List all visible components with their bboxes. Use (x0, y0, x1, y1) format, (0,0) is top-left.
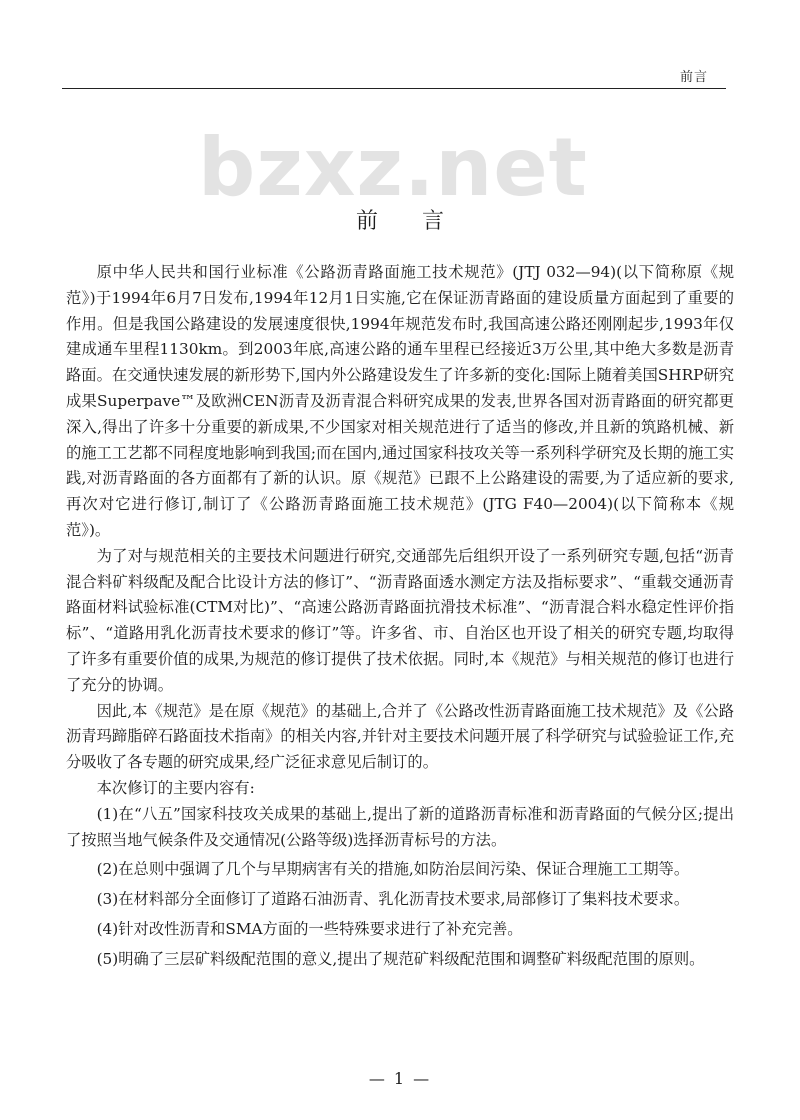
page-number: — 1 — (368, 1069, 432, 1088)
revision-item: (1)在“八五”国家科技攻关成果的基础上,提出了新的道路沥青标准和沥青路面的气候分区;提出了按照当地气候条件及交通情况(公路等级)选择沥青标号的方法。 (66, 804, 734, 849)
paragraph: 原中华人民共和国行业标准《公路沥青路面施工技术规范》(JTJ 032—94)(以下简称原《规范》)于1994年6月7日发布,1994年12月1日实施,它在保证沥青路面的建设质量方面起到了重要的作用。但是我国公路建设的发展速度很快,1994年规范发布时,我国高速公路还刚刚起步,1993年仅建成通车里程1130km。到2003年底,高速公路的通车里程已经接近3万公里,其中绝大多数是沥青路面。在交通快速发展的新形势下,国内外公路建设发生了许多新的变化:国际上随着美国SHRP研究成果Superpave™及欧洲CEN沥青及沥青混合料研究成果的发表,世界各国对沥青路面的研究都更深入,得出了许多十分重要的新成果,不少国家对相关规范进行了适当的修改,并且新的筑路机械、新的施工工艺都不同程度地影响到我国;而在国内,通过国家科技攻关等一系列科学研究及长期的施工实践,对沥青路面的各方面都有了新的认识。原《规范》已跟不上公路建设的需要,为了适应新的要求,再次对它进行修订,制订了《公路沥青路面施工技术规范》(JTG F40—2004)(以下简称本《规范》)。 (66, 263, 734, 539)
revision-item: (2)在总则中强调了几个与早期病害有关的措施,如防治层间污染、保证合理施工工期等。 (96, 860, 690, 879)
paragraph: 因此,本《规范》是在原《规范》的基础上,合并了《公路改性沥青路面施工技术规范》及《公路沥青玛蹄脂碎石路面技术指南》的相关内容,并针对主要技术问题开展了科学研究与试验验证工作,充分吸收了各专题的研究成果,经广泛征求意见后制订的。 (66, 701, 734, 772)
watermark: bzxz.net (198, 121, 588, 214)
page-title: 前言 (355, 209, 488, 234)
revision-item: (3)在材料部分全面修订了道路石油沥青、乳化沥青技术要求,局部修订了集料技术要求。 (96, 890, 690, 909)
body-text (66, 260, 734, 977)
revision-item: (5)明确了三层矿料级配范围的意义,提出了规范矿料级配范围和调整矿料级配范围的原则。 (96, 949, 705, 968)
paragraph: 本次修订的主要内容有: (96, 778, 255, 797)
revision-item: (4)针对改性沥青和SMA方面的一些特殊要求进行了补充完善。 (96, 919, 523, 938)
header-rule (62, 88, 726, 89)
running-header: 前言 (679, 70, 708, 85)
paragraph: 为了对与规范相关的主要技术问题进行研究,交通部先后组织开设了一系列研究专题,包括“沥青混合料矿料级配及配合比设计方法的修订”、“沥青路面透水测定方法及指标要求”、“重载交通沥青路面材料试验标准(CTM对比)”、“高速公路沥青路面抗滑技术标准”、“沥青混合料水稳定性评价指标”、“道路用乳化沥青技术要求的修订”等。许多省、市、自治区也开设了相关的研究专题,均取得了许多有重要价值的成果,为规范的修订提供了技术依据。同时,本《规范》与相关规范的修订也进行了充分的协调。 (66, 546, 734, 694)
